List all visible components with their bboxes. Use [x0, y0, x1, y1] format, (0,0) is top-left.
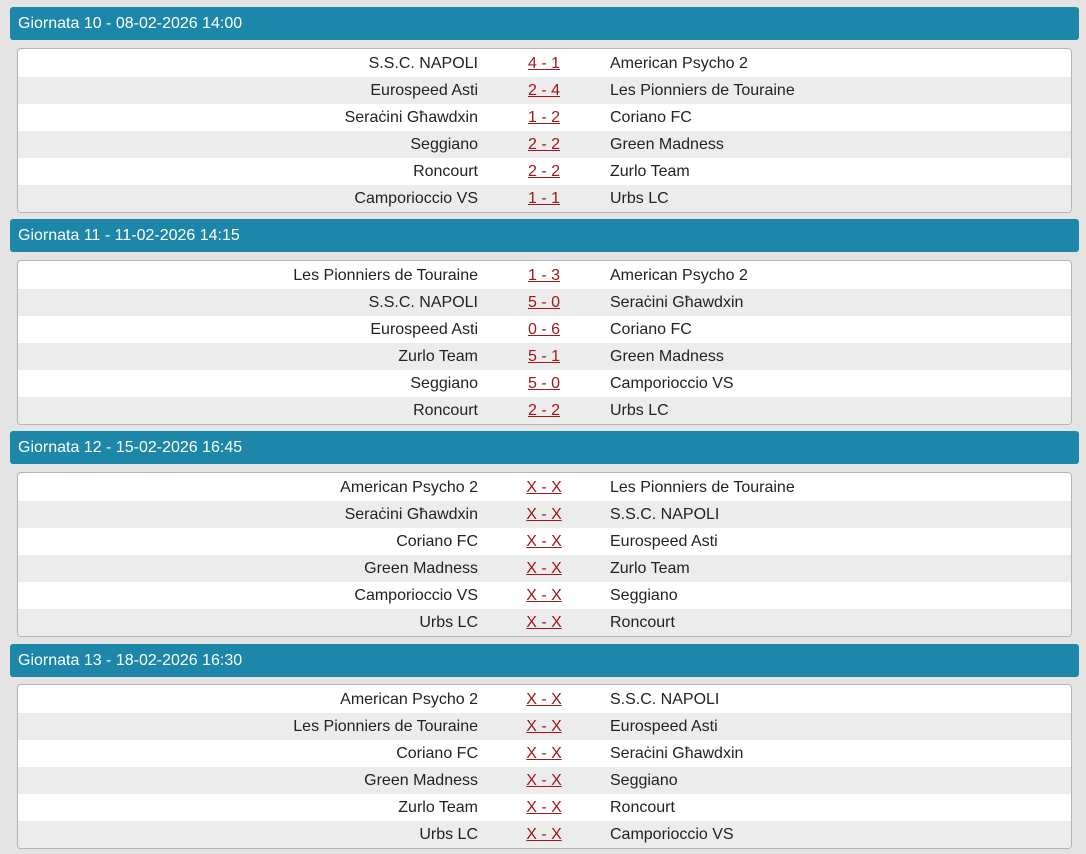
home-team: American Psycho 2 [340, 691, 478, 708]
match-list [17, 48, 1072, 213]
match-row [18, 316, 1071, 343]
score-link[interactable]: X - X [526, 587, 562, 604]
away-team: Camporioccio VS [610, 375, 734, 392]
match-row [18, 740, 1071, 767]
home-team: Roncourt [413, 402, 478, 419]
score-link[interactable]: 5 - 0 [527, 294, 560, 311]
match-row [18, 555, 1071, 582]
away-team: Eurospeed Asti [610, 718, 718, 735]
away-team: Zurlo Team [610, 163, 690, 180]
score-link[interactable]: X - X [526, 718, 562, 735]
round-header: Giornata 11 - 11-02-2026 14:15 [10, 219, 1079, 252]
home-team: Zurlo Team [398, 348, 478, 365]
match-row [18, 713, 1071, 740]
away-team: Eurospeed Asti [610, 533, 718, 550]
away-team: Green Madness [610, 136, 724, 153]
match-row [18, 131, 1071, 158]
score-link[interactable]: X - X [526, 799, 562, 816]
home-team: Seggiano [410, 375, 478, 392]
score-link[interactable]: 2 - 2 [527, 136, 560, 153]
match-row [18, 50, 1071, 77]
round-header: Giornata 13 - 18-02-2026 16:30 [10, 644, 1079, 677]
score-link[interactable]: 5 - 0 [527, 375, 560, 392]
home-team: Zurlo Team [398, 799, 478, 816]
match-list [17, 260, 1072, 425]
score-link[interactable]: 4 - 1 [527, 55, 560, 72]
away-team: American Psycho 2 [610, 267, 748, 284]
match-row [18, 501, 1071, 528]
away-team: American Psycho 2 [610, 55, 748, 72]
home-team: American Psycho 2 [340, 479, 478, 496]
away-team: Urbs LC [610, 190, 669, 207]
score-link[interactable]: 2 - 2 [527, 402, 560, 419]
score-link[interactable]: X - X [526, 533, 562, 550]
match-row [18, 474, 1071, 501]
home-team: Urbs LC [419, 826, 478, 843]
home-team: Green Madness [364, 772, 478, 789]
home-team: Urbs LC [419, 614, 478, 631]
away-team: Roncourt [610, 799, 675, 816]
score-link[interactable]: 1 - 1 [527, 190, 560, 207]
away-team: S.S.C. NAPOLI [610, 691, 720, 708]
match-row [18, 821, 1071, 848]
away-team: Urbs LC [610, 402, 669, 419]
match-list [17, 472, 1072, 637]
match-row [18, 609, 1071, 636]
score-link[interactable]: X - X [526, 560, 562, 577]
score-link[interactable]: 1 - 3 [527, 267, 560, 284]
match-row [18, 686, 1071, 713]
away-team: Les Pionniers de Touraine [610, 82, 795, 99]
home-team: Les Pionniers de Touraine [293, 267, 478, 284]
away-team: Seraċini Għawdxin [610, 745, 744, 762]
away-team: S.S.C. NAPOLI [610, 506, 720, 523]
match-row [18, 528, 1071, 555]
home-team: Les Pionniers de Touraine [293, 718, 478, 735]
home-team: Eurospeed Asti [370, 82, 478, 99]
round-header: Giornata 12 - 15-02-2026 16:45 [10, 431, 1079, 464]
away-team: Seggiano [610, 772, 678, 789]
home-team: Green Madness [364, 560, 478, 577]
score-link[interactable]: 5 - 1 [527, 348, 560, 365]
score-link[interactable]: 0 - 6 [527, 321, 560, 338]
match-row [18, 77, 1071, 104]
home-team: Coriano FC [396, 745, 478, 762]
match-row [18, 767, 1071, 794]
home-team: Roncourt [413, 163, 478, 180]
score-link[interactable]: 2 - 2 [527, 163, 560, 180]
score-link[interactable]: X - X [526, 745, 562, 762]
away-team: Coriano FC [610, 109, 692, 126]
match-row [18, 343, 1071, 370]
score-link[interactable]: X - X [526, 691, 562, 708]
away-team: Roncourt [610, 614, 675, 631]
score-link[interactable]: 2 - 4 [527, 82, 560, 99]
match-row [18, 104, 1071, 131]
score-link[interactable]: X - X [526, 826, 562, 843]
home-team: Camporioccio VS [354, 190, 478, 207]
score-link[interactable]: X - X [526, 479, 562, 496]
home-team: Seraċini Għawdxin [344, 506, 478, 523]
score-link[interactable]: X - X [526, 506, 562, 523]
round-header: Giornata 10 - 08-02-2026 14:00 [10, 7, 1079, 40]
home-team: Coriano FC [396, 533, 478, 550]
away-team: Coriano FC [610, 321, 692, 338]
away-team: Camporioccio VS [610, 826, 734, 843]
home-team: S.S.C. NAPOLI [368, 294, 478, 311]
match-row [18, 370, 1071, 397]
home-team: Seraċini Għawdxin [344, 109, 478, 126]
home-team: Seggiano [410, 136, 478, 153]
away-team: Seraċini Għawdxin [610, 294, 744, 311]
score-link[interactable]: X - X [526, 614, 562, 631]
match-row [18, 185, 1071, 212]
match-row [18, 158, 1071, 185]
match-list [17, 684, 1072, 849]
home-team: Camporioccio VS [354, 587, 478, 604]
away-team: Zurlo Team [610, 560, 690, 577]
home-team: S.S.C. NAPOLI [368, 55, 478, 72]
home-team: Eurospeed Asti [370, 321, 478, 338]
match-row [18, 397, 1071, 424]
match-row [18, 794, 1071, 821]
match-row [18, 582, 1071, 609]
away-team: Green Madness [610, 348, 724, 365]
score-link[interactable]: 1 - 2 [527, 109, 560, 126]
away-team: Seggiano [610, 587, 678, 604]
score-link[interactable]: X - X [526, 772, 562, 789]
away-team: Les Pionniers de Touraine [610, 479, 795, 496]
match-row [18, 262, 1071, 289]
match-row [18, 289, 1071, 316]
